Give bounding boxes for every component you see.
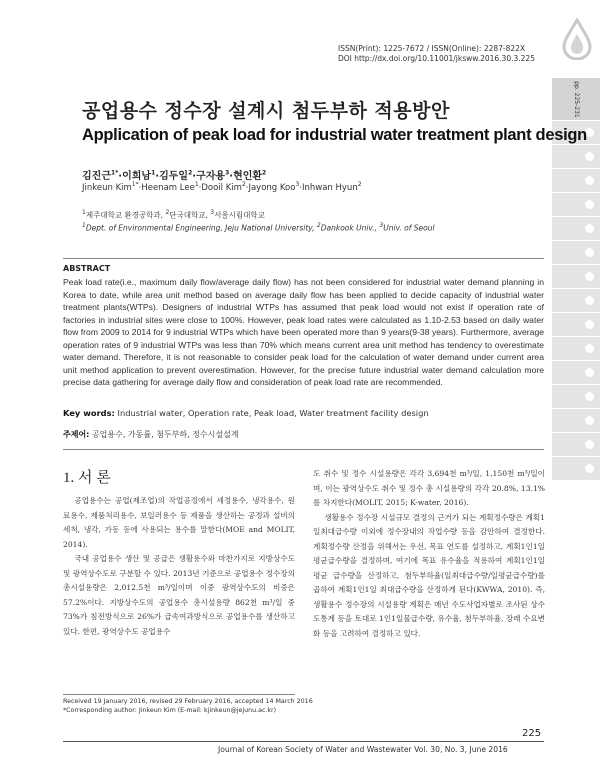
tab-dot-icon <box>585 176 594 185</box>
corresponding-author: *Corresponding author: Jinkeun Kim (E-mail: kjinkeun@jejunu.ac.kr) <box>63 707 277 714</box>
paragraph: 도 취수 및 정수 시설용량은 각각 3,694천 m³/일, 1,150천 m³/일이며, 이는 광역상수도 취수 및 정수 총 시설용량의 각각 20.8%, 13.1%를 차지한다(MOLIT, 2015; K-water, 2016). <box>313 469 545 507</box>
side-tab[interactable] <box>552 169 600 193</box>
paragraph: 국내 공업용수 생산 및 공급은 생활용수와 마찬가지로 지방상수도 및 광역상수도로 구분할 수 있다. 2013년 기준으로 공업용수 정수장의 총시설용량은 2,012.5천 m³/일이며 이중 광역상수도의 비중은 57.2%이다. 지방상수도의 공업용수 총시설용량 862천 m³/일 중 73%가 침전방식으로 26%가 급속여과방식으로 공업용수를 생산하고 있다. 한편, 광역상수도 공업용수 <box>63 554 295 636</box>
title-english: Application of peak load for industrial water treatment plant design <box>82 126 587 144</box>
authors-korean: 김진근$^{1*}$·이희남$^1$·김두일$^2$·구자용$^3$·현인환$^2$ <box>82 169 267 182</box>
section-title: 서 론 <box>78 470 111 486</box>
side-tab[interactable] <box>552 193 600 217</box>
author-mark: 2 <box>262 169 267 177</box>
author-mark: 2 <box>241 181 246 188</box>
author-mark: 1* <box>131 181 139 188</box>
doi-line: DOI http://dx.doi.org/10.11001/jksww.2016.30.3.225 <box>338 54 535 63</box>
author-name: Jayong Koo <box>248 182 296 193</box>
tab-dot-icon <box>585 248 594 257</box>
affiliation: Univ. of Seoul <box>383 223 435 233</box>
tab-dot-icon <box>585 344 594 353</box>
affiliations-korean: $^1$제주대학교 환경공학과, $^2$단국대학교, $^3$서울시립대학교 <box>82 209 265 220</box>
tab-dot-icon <box>585 200 594 209</box>
side-tab[interactable] <box>552 457 600 481</box>
received-dates: Received 19 January 2016, revised 29 February 2016, accepted 14 March 2016 <box>63 698 313 705</box>
affiliation: 서울시립대학교 <box>214 210 265 220</box>
korean-keywords-line <box>63 429 239 440</box>
side-tab[interactable] <box>552 265 600 289</box>
side-tab[interactable] <box>552 313 600 337</box>
side-tab[interactable] <box>552 289 600 313</box>
side-tab[interactable] <box>552 433 600 457</box>
journal-drop-logo <box>560 18 594 60</box>
tab-dot-icon <box>585 224 594 233</box>
author-name: Jinkeun Kim <box>82 182 132 193</box>
journal-footer: Journal of Korean Society of Water and Wastewater Vol. 30, No. 3, June 2016 <box>218 745 508 754</box>
tab-dot-icon <box>585 272 594 281</box>
tab-dot-icon <box>585 152 594 161</box>
author-name: 김두일 <box>159 171 189 182</box>
korean-keywords-label: 주제어: <box>63 430 90 439</box>
author-mark: 2 <box>188 169 193 177</box>
author-name: 구자용 <box>196 171 226 182</box>
paragraph: 공업용수는 공업(제조업)의 작업공정에서 세정용수, 냉각용수, 원료용수, 제품처리용수, 보일러용수 등 제품을 생산하는 공정과 설비의 세척, 냉각, 가동 등에 사용되는 용수를 말한다(MOE and MOLIT, 2014). <box>63 496 295 549</box>
author-name: 김진근 <box>82 171 111 182</box>
keywords-line <box>63 408 429 418</box>
affiliation: Dept. of Environmental Engineering, Jeju National University <box>85 223 313 233</box>
body-column-left <box>63 494 295 639</box>
issn-doi-block <box>338 44 535 64</box>
side-tab-active[interactable] <box>552 78 600 121</box>
footnote-divider <box>63 694 295 695</box>
author-mark: 2 <box>357 181 362 188</box>
side-tab[interactable] <box>552 145 600 169</box>
tab-dot-icon <box>585 440 594 449</box>
affiliation: Dankook Univ. <box>320 223 375 233</box>
abstract-heading: ABSTRACT <box>63 264 111 273</box>
side-tab[interactable] <box>552 241 600 265</box>
side-tab[interactable] <box>552 409 600 433</box>
page-range-label: pp. 225-231 <box>572 80 580 118</box>
page-number: 225 <box>522 728 542 739</box>
affiliation: 단국대학교 <box>169 210 206 220</box>
tab-dot-icon <box>585 464 594 473</box>
footnotes <box>63 697 313 715</box>
affiliation: 제주대학교 환경공학과 <box>85 210 161 220</box>
author-name: 이희남 <box>122 171 152 182</box>
issn-line: ISSN(Print): 1225-7672 / ISSN(Online): 2287-822X <box>338 44 526 53</box>
author-mark: 1 <box>194 181 199 188</box>
tab-dot-icon <box>585 416 594 425</box>
side-tab[interactable] <box>552 385 600 409</box>
author-mark: 3 <box>295 181 300 188</box>
divider <box>63 449 544 450</box>
authors-english: Jinkeun Kim$^{1*}$·Heenam Lee$^1$·Dooil Kim$^2$·Jayong Koo$^3$·Inhwan Hyun$^2$ <box>82 181 362 193</box>
divider <box>63 258 544 259</box>
tab-dot-icon <box>585 320 594 329</box>
paragraph: 생활용수 정수장 시설규모 결정의 근거가 되는 계획정수량은 계획1일최대급수량 이외에 정수장내의 작업수량 등을 감안하여 결정한다. 계획정수량 산정을 위해서는 우선, 목표 연도를 설정하고, 계획1인1일평균급수량을 결정하며, 여기에 목표 유수율을 적용하여 계획1인1일 평균 급수량을 산정하고, 첨두부하율(일최대급수량/일평균급수량)를 곱하여 계획1인1일 최대급수량을 산정하게 된다(KWWA, 2010). 즉, 생활용수 정수장의 시설용량 계획은 매년 수도사업자별로 조사된 상수도통계 등을 토대로 1인1일물급수량, 유수율, 첨두부하율, 장래 수요변화 등을 고려하여 결정하고 있다. <box>313 512 545 638</box>
author-name: 현인환 <box>233 171 263 182</box>
side-tab[interactable] <box>552 337 600 361</box>
keywords-label: Key words: <box>63 408 115 418</box>
abstract-text: Peak load rate(i.e., maximum daily flow/average daily flow) has not been considered for industrial water demand planning in Korea to date, while area unit method based on average daily flow has been applied to decide capacity of industrial water treatment plants(WTPs). Designers of industrial WTPs has assumed that peak load would not exist if operation rate of factories in industrial sites were close to 100%. However, peak load rates were calculated as 1.10-2.53 based on daily water flow from 2009 to 2014 for 9 industrial WTPs which have been operated more than 9 years(9-38 years). Furthermore, average operation rates of 9 industrial WTPs was less than 70% which means current area unit method has tendency to overestimate water demand. Therefore, it is not reasonable to consider peak load for the calculation of water demand under current area unit method application to prevent overestimation. However, for the precise future industrial water demand calculation more precise data gathering for average daily flow and consideration of peak load rate are recommended. <box>63 277 544 387</box>
keywords-text: Industrial water, Operation rate, Peak load, Water treatment facility design <box>117 408 429 418</box>
author-name: Inhwan Hyun <box>301 182 358 193</box>
author-name: Dooil Kim <box>201 182 242 193</box>
footer-divider <box>63 741 544 742</box>
author-mark: 1 <box>151 169 156 177</box>
side-tab[interactable] <box>552 361 600 385</box>
title-korean: 공업용수 정수장 설계시 첨두부하 적용방안 <box>82 100 450 122</box>
author-name: Heenam Lee <box>141 182 195 193</box>
tab-dot-icon <box>585 392 594 401</box>
body-column-right <box>313 467 545 641</box>
tab-dot-icon <box>585 368 594 377</box>
author-mark: 3 <box>225 169 230 177</box>
affiliations-english: $^1$Dept. of Environmental Engineering, Jeju National University, $^2$Dankook Univ., $^3$Univ. of Seoul <box>82 222 435 233</box>
author-mark: 1* <box>110 169 119 177</box>
section-heading <box>63 466 111 487</box>
tab-dot-icon <box>585 296 594 305</box>
section-number: 1. <box>63 470 75 486</box>
korean-keywords-text: 공업용수, 가동률, 첨두부하, 정수시설설계 <box>91 430 239 439</box>
side-tab[interactable] <box>552 217 600 241</box>
